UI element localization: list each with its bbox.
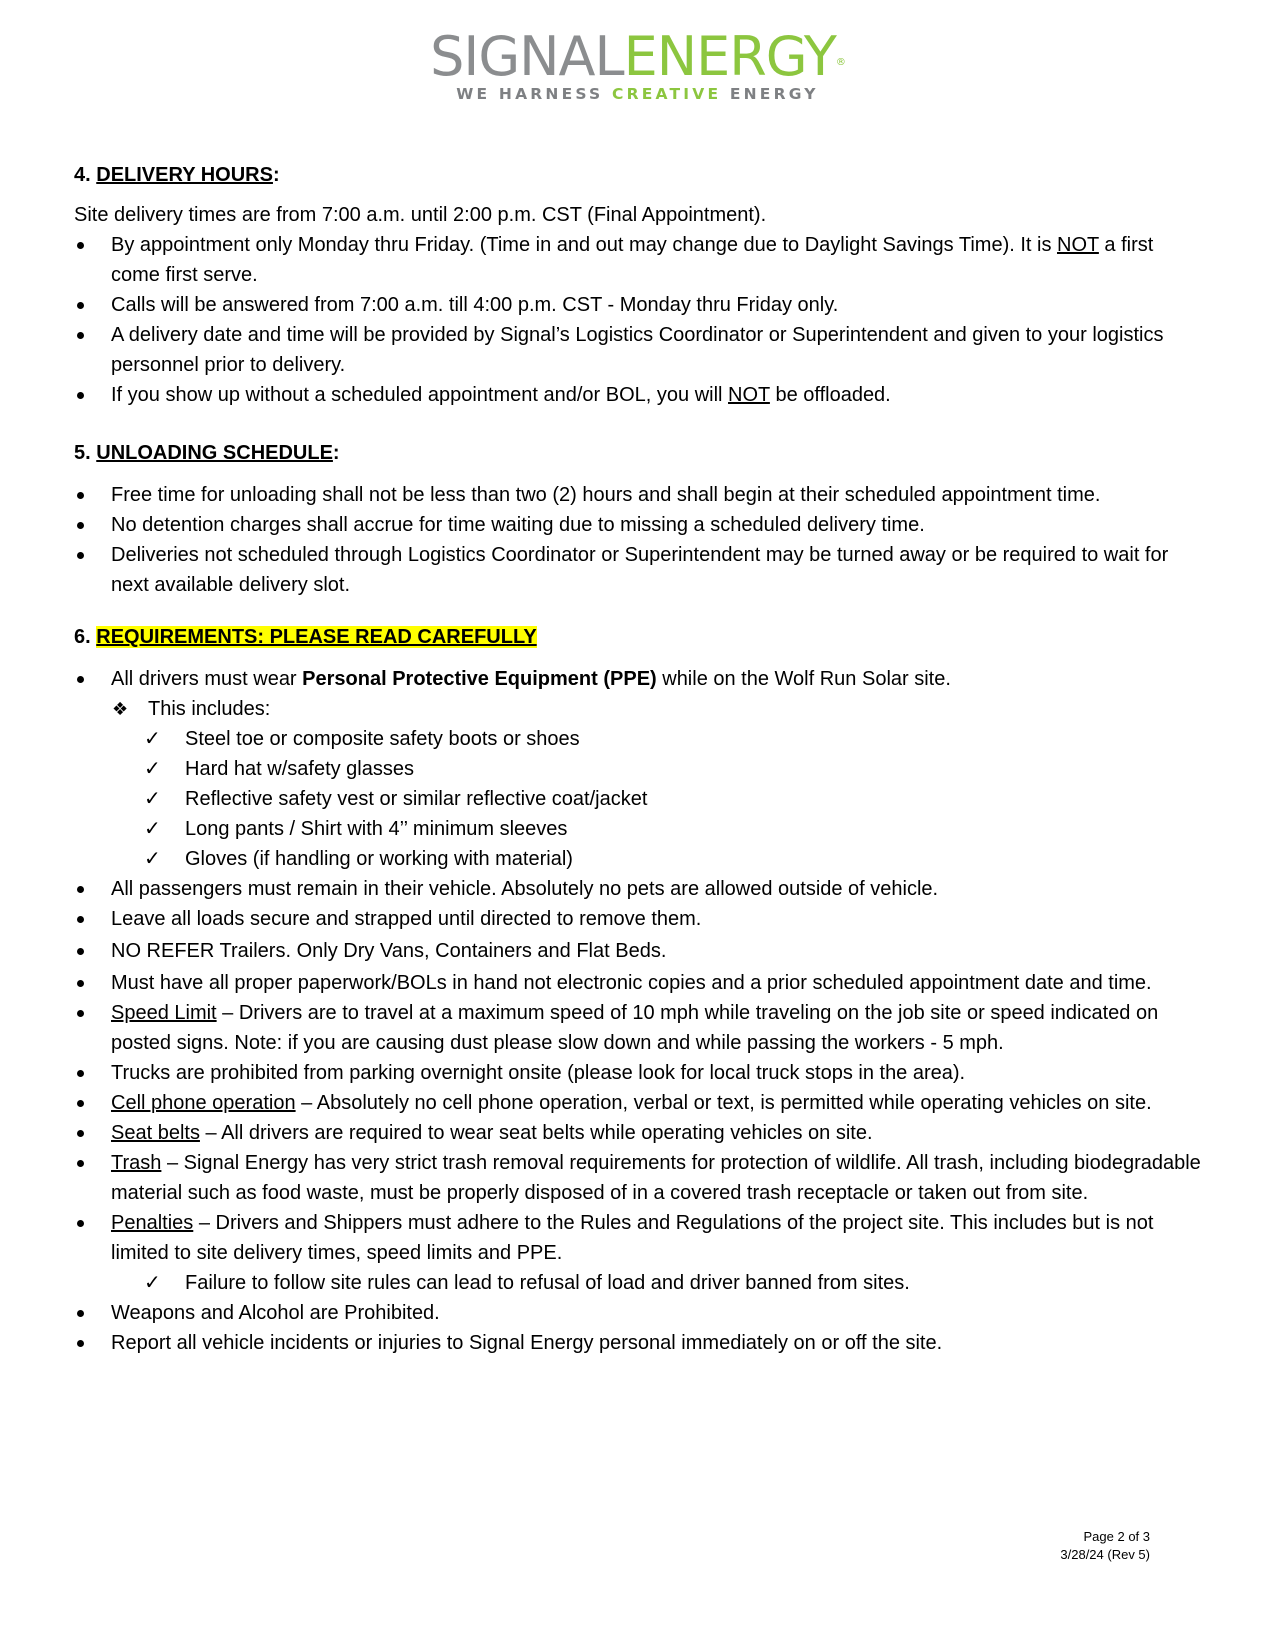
item-text: Weapons and Alcohol are Prohibited. xyxy=(111,1302,440,1324)
bullet-icon xyxy=(77,1010,84,1017)
list-item xyxy=(74,540,1204,600)
penalty-check-item xyxy=(74,1268,1204,1298)
ppe-check-item xyxy=(74,724,1204,754)
item-emphasis: NOT xyxy=(1057,234,1099,256)
list-item xyxy=(74,904,1204,934)
item-text: All passengers must remain in their vehicle. Absolutely no pets are allowed outside of vehicle. xyxy=(111,878,939,900)
item-text: Leave all loads secure and strapped until directed to remove them. xyxy=(111,908,702,930)
bullet-icon xyxy=(77,302,84,309)
bullet-icon xyxy=(77,1340,84,1347)
item-text: – Signal Energy has very strict trash removal requirements for protection of wildlife. All trash, including biodegradable material such as food waste, must be properly disposed of in a covered trash receptacle or taken out from site. xyxy=(111,1152,1201,1204)
item-underlined: Seat belts xyxy=(111,1122,200,1144)
item-underlined: Trash xyxy=(111,1152,162,1174)
section-4-heading xyxy=(74,160,1204,190)
item-text: – Drivers are to travel at a maximum speed of 10 mph while traveling on the job site or speed indicated on posted signs. Note: if you are causing dust please slow down and while passing the workers - 5 mph. xyxy=(111,1002,1159,1054)
section-number: 6. xyxy=(74,626,97,648)
tagline-part: WE HARNESS xyxy=(456,85,613,103)
section-6-list xyxy=(74,664,1204,694)
checkmark-icon: ✓ xyxy=(144,818,161,840)
ppe-check-item xyxy=(74,754,1204,784)
item-text: Reflective safety vest or similar reflective coat/jacket xyxy=(185,788,648,810)
item-text: Calls will be answered from 7:00 a.m. till 4:00 p.m. CST - Monday thru Friday only. xyxy=(111,294,839,316)
logo-tagline xyxy=(0,84,1275,104)
item-text: No detention charges shall accrue for time waiting due to missing a scheduled delivery time. xyxy=(111,514,925,536)
ppe-check-item xyxy=(74,844,1204,874)
item-text: a first come first serve. xyxy=(111,234,1154,286)
item-underlined: Cell phone operation xyxy=(111,1092,296,1114)
item-text: A delivery date and time will be provided by Signal’s Logistics Coordinator or Superintendent and given to your logistics personnel prior to delivery. xyxy=(111,324,1164,376)
list-item xyxy=(74,1148,1204,1208)
logo-signal-text: SIGNAL xyxy=(430,25,624,88)
item-text: Steel toe or composite safety boots or shoes xyxy=(185,728,580,750)
item-text: By appointment only Monday thru Friday. (Time in and out may change due to Daylight Savings Time). It is xyxy=(111,234,1058,256)
list-item xyxy=(74,664,1204,694)
item-text: This includes: xyxy=(148,698,271,720)
item-underlined: Penalties xyxy=(111,1212,194,1234)
list-item xyxy=(74,480,1204,510)
item-text: Deliveries not scheduled through Logistics Coordinator or Superintendent may be turned away or be required to wait for next available delivery slot. xyxy=(111,544,1169,596)
item-text: while on the Wolf Run Solar site. xyxy=(656,668,951,690)
item-text: Failure to follow site rules can lead to refusal of load and driver banned from sites. xyxy=(185,1272,910,1294)
list-item xyxy=(74,936,1204,966)
list-item xyxy=(74,230,1204,290)
bullet-icon xyxy=(77,1220,84,1227)
ppe-check-item xyxy=(74,784,1204,814)
ppe-includes-line xyxy=(74,694,1204,724)
list-item xyxy=(74,290,1204,320)
list-item xyxy=(74,1088,1204,1118)
section-number: 4. xyxy=(74,164,97,186)
checkmark-icon: ✓ xyxy=(144,758,161,780)
item-text: Hard hat w/safety glasses xyxy=(185,758,414,780)
item-underlined: Speed Limit xyxy=(111,1002,217,1024)
checkmark-icon: ✓ xyxy=(144,1272,161,1294)
document-body xyxy=(74,160,1204,1358)
item-text: Must have all proper paperwork/BOLs in hand not electronic copies and a prior scheduled appointment date and time. xyxy=(111,972,1152,994)
item-text: Long pants / Shirt with 4’’ minimum sleeves xyxy=(185,818,568,840)
section-number: 5. xyxy=(74,442,97,464)
logo-wordmark xyxy=(0,25,1275,88)
list-item xyxy=(74,968,1204,998)
diamond-bullet-icon: ❖ xyxy=(112,699,129,719)
section-colon: : xyxy=(332,442,340,464)
section-6-list-continued xyxy=(74,874,1204,1268)
bullet-icon xyxy=(77,1310,84,1317)
tagline-creative: CREATIVE xyxy=(612,85,722,103)
bullet-icon xyxy=(77,948,84,955)
list-item xyxy=(74,320,1204,380)
section-title: DELIVERY HOURS xyxy=(96,164,273,186)
bullet-icon xyxy=(77,492,84,499)
revision-date: 3/28/24 (Rev 5) xyxy=(1060,1547,1150,1562)
list-item xyxy=(74,874,1204,904)
item-emphasis: NOT xyxy=(728,384,770,406)
bullet-icon xyxy=(77,886,84,893)
logo-registered-mark: ® xyxy=(835,57,845,68)
bullet-icon xyxy=(77,392,84,399)
bullet-icon xyxy=(77,916,84,923)
item-text: be offloaded. xyxy=(769,384,891,406)
item-bold: Personal Protective Equipment (PPE) xyxy=(302,668,657,690)
bullet-icon xyxy=(77,1130,84,1137)
bullet-icon xyxy=(77,1070,84,1077)
page-footer xyxy=(1060,1528,1150,1564)
section-title: UNLOADING SCHEDULE xyxy=(96,442,333,464)
list-item xyxy=(74,1208,1204,1268)
page-number: Page 2 of 3 xyxy=(1083,1529,1150,1544)
section-6-list-end xyxy=(74,1298,1204,1358)
section-5-heading xyxy=(74,438,1204,468)
tagline-part: ENERGY xyxy=(721,85,819,103)
item-text: All drivers must wear xyxy=(111,668,303,690)
bullet-icon xyxy=(77,980,84,987)
ppe-check-item xyxy=(74,814,1204,844)
item-text: – Absolutely no cell phone operation, verbal or text, is permitted while operating vehicles on site. xyxy=(295,1092,1152,1114)
list-item xyxy=(74,1118,1204,1148)
bullet-icon xyxy=(77,1160,84,1167)
item-text: Free time for unloading shall not be less than two (2) hours and shall begin at their scheduled appointment time. xyxy=(111,484,1101,506)
item-text: – Drivers and Shippers must adhere to the Rules and Regulations of the project site. This includes but is not limited to site delivery times, speed limits and PPE. xyxy=(111,1212,1154,1264)
checkmark-icon: ✓ xyxy=(144,788,161,810)
section-5-list xyxy=(74,480,1204,600)
checkmark-icon: ✓ xyxy=(144,728,161,750)
item-text: If you show up without a scheduled appointment and/or BOL, you will xyxy=(111,384,729,406)
item-text: – All drivers are required to wear seat belts while operating vehicles on site. xyxy=(199,1122,873,1144)
bullet-icon xyxy=(77,552,84,559)
list-item xyxy=(74,1058,1204,1088)
section-4-intro: Site delivery times are from 7:00 a.m. until 2:00 p.m. CST (Final Appointment). xyxy=(74,204,767,226)
list-item xyxy=(74,998,1204,1058)
checkmark-icon: ✓ xyxy=(144,848,161,870)
item-text: Trucks are prohibited from parking overnight onsite (please look for local truck stops in the area). xyxy=(111,1062,966,1084)
bullet-icon xyxy=(77,332,84,339)
section-4-list xyxy=(74,230,1204,410)
list-item xyxy=(74,1328,1204,1358)
bullet-icon xyxy=(77,242,84,249)
item-text: NO REFER Trailers. Only Dry Vans, Containers and Flat Beds. xyxy=(111,940,667,962)
list-item xyxy=(74,1298,1204,1328)
bullet-icon xyxy=(77,676,84,683)
section-colon: : xyxy=(272,164,280,186)
bullet-icon xyxy=(77,522,84,529)
signal-energy-logo xyxy=(0,25,1275,104)
section-6-heading xyxy=(74,622,1204,652)
section-title-highlighted: REQUIREMENTS: PLEASE READ CAREFULLY xyxy=(96,626,537,648)
list-item xyxy=(74,510,1204,540)
logo-energy-text: ENERGY xyxy=(623,25,836,88)
item-text: Gloves (if handling or working with material) xyxy=(185,848,573,870)
list-item xyxy=(74,380,1204,410)
item-text: Report all vehicle incidents or injuries to Signal Energy personal immediately on or off the site. xyxy=(111,1332,943,1354)
bullet-icon xyxy=(77,1100,84,1107)
